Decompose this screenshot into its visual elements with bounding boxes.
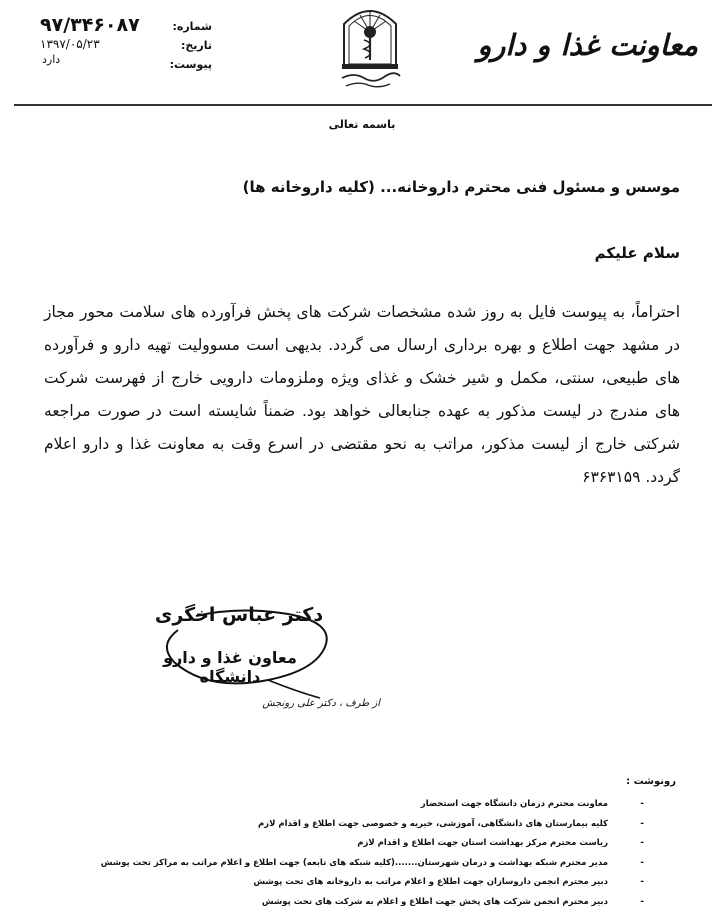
greeting-line: سلام علیکم	[595, 244, 680, 262]
department-title: معاونت غذا و دارو	[477, 28, 698, 62]
header-divider	[14, 104, 712, 106]
letter-body: احتراماً، به پیوست فایل به روز شده مشخصات شرکت های پخش فرآورده های سلامت محور مجاز در مشهد جهت اطلاع و بهره برداری ارسال می گردد. بدیهی است مسوولیت تهیه دارو و فرآورده های طبیعی، سنتی، مکمل و شیر خشک و غذای ویژه وملزومات دارویی خارج از فهرست شرکت های مندرج در لیست مذکور به عهده جنابعالی خواهد بود. ضمناً شایسته است در صورت مراجعه شرکتی خارج از لیست مذکور، مراتب به نحو مقتضی در اسرع وقت به معاونت غذا و دارو اعلام گردد. ۶۳۶۳۱۵۹	[44, 296, 680, 494]
cc-dash: -	[640, 893, 644, 912]
cc-item: - مدیر محترم شبکه بهداشت و درمان شهرستان.......(کلیه شبکه های تابعه) جهت اطلاع و اعلام مراتب به مراکز تحت پوشش	[138, 854, 608, 874]
attachment-value: دارد	[40, 52, 152, 68]
number-label: شماره:	[152, 17, 212, 36]
cc-dash: -	[640, 815, 644, 835]
signer-title: معاون غذا و دارو دانشگاه	[130, 648, 330, 686]
date-label: تاریخ:	[152, 36, 212, 55]
university-emblem-icon	[334, 2, 406, 92]
cc-item: - دبیر محترم انجمن داروسازان جهت اطلاع و اعلام مراتب به داروخانه های تحت پوشش	[138, 873, 608, 893]
addressee-line: موسس و مسئول فنی محترم داروخانه... (کلیه داروخانه ها)	[243, 178, 680, 196]
cc-dash: -	[640, 873, 644, 893]
cc-item: - کلیه بیمارستان های دانشگاهی، آموزشی، خیریه و خصوصی جهت اطلاع و اقدام لازم	[138, 815, 608, 835]
cc-dash: -	[640, 854, 644, 874]
cc-item: - دبیر محترم انجمن شرکت های پخش جهت اطلاع و اعلام به شرکت های تحت پوشش	[138, 893, 608, 912]
cc-item: - معاونت محترم درمان دانشگاه جهت استحضار	[138, 795, 608, 815]
cc-dash: -	[640, 834, 644, 854]
letter-meta-values	[40, 14, 152, 68]
cc-heading: رونوشت :	[626, 776, 676, 787]
signer-name: دکتر عباس اخگری	[150, 604, 328, 626]
on-behalf-line: از طرف ، دکتر علی رونجش	[240, 698, 380, 709]
letter-meta-labels	[152, 17, 212, 74]
cc-list	[138, 795, 608, 912]
cc-item: - ریاست محترم مرکز بهداشت استان جهت اطلاع و اقدام لازم	[138, 834, 608, 854]
letter-date: ۱۳۹۷/۰۵/۲۳	[40, 36, 152, 52]
cc-dash: -	[640, 795, 644, 815]
attachment-label: پیوست:	[152, 55, 212, 74]
letter-number: ۹۷/۳۴۶۰۸۷	[40, 14, 152, 36]
invocation-line: باسمه تعالی	[0, 118, 724, 131]
